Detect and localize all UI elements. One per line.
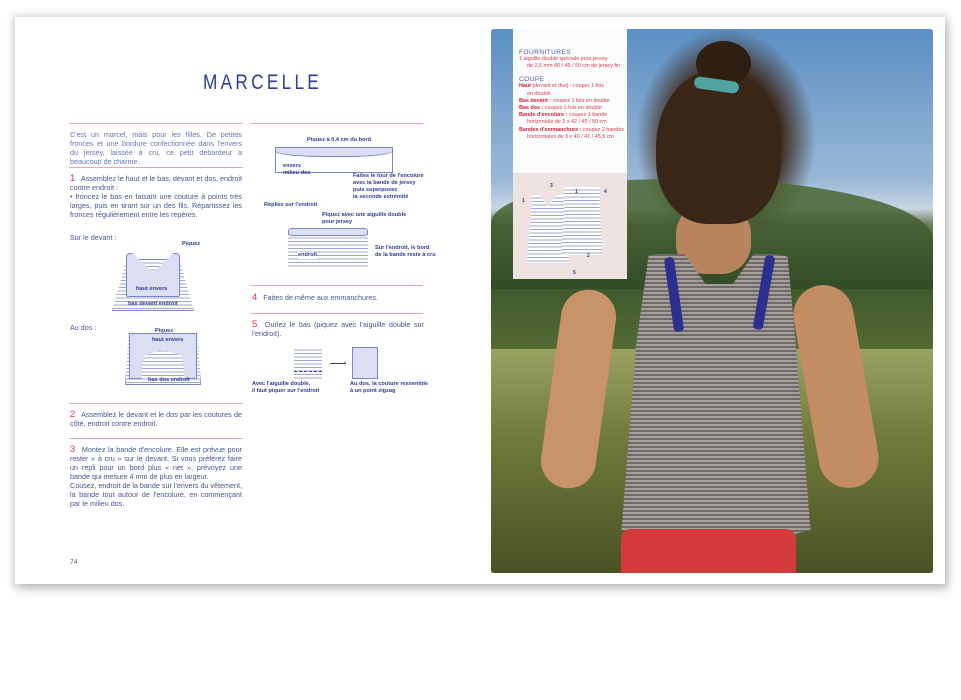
divider <box>69 403 243 404</box>
back-diagram: Piquez haut envers bas dos endroit <box>125 329 205 389</box>
step-1: 1 Assemblez le haut et le bas, devant et dos, endroit contre endroit : • froncez le bas en faisant une couture à points très larges, puis en tirant sur un des fils. Répartissez les fronces régulièrement entre les repères. <box>70 173 242 219</box>
cut-heading: COUPE <box>519 76 545 84</box>
striped-tank-top <box>611 254 821 554</box>
photo-girl-tank-top <box>491 29 933 573</box>
cut-item: Bas dos : coupez 1 fois en double <box>519 105 602 112</box>
step-5: 5 Ourlez le bas (piquez avec l'aiguille double sur l'endroit). <box>252 319 424 338</box>
neckband-diagram: Piquez à 0,4 cm du bord envers milieu dos Faites le tour de l'encolure avec la bande de jersey puis superposez la seconde extrémité <box>265 135 435 207</box>
step-1-bullet: • froncez le bas en faisant une couture à points très larges, puis en tirant sur un des fils. Répartissez les fronces régulièrement entre les repères. <box>70 192 242 219</box>
intro-text: C'est un marcel, mais pour les filles. De petites fronces et une bordure confectionnée dans l'envers du jersey, laissée à cru, ce petit débardeur a beaucoup de charme. <box>70 130 242 166</box>
divider <box>251 313 423 314</box>
front-diagram: Piquez haut envers bas devant endroit <box>110 245 205 315</box>
step-4: 4 Faites de même aux emmanchures. <box>252 292 378 303</box>
left-page <box>15 17 480 584</box>
fold-diagram: Repliez sur l'endroit Piquez avec une aiguille double pour jersey endroit Sur l'endroit, le bord de la bande reste à cru <box>260 202 440 272</box>
tank-top-sketch: 1 3 1 4 2 5 <box>513 173 627 279</box>
divider <box>251 123 423 124</box>
cut-item: Bande d'encolure : coupez 1 bande horizontale de 3 x 42 / 45 / 50 cm <box>519 112 608 126</box>
supplies-box: FOURNITURES 1 aiguille double spéciale pour jersey de 2,5 mm 40 / 45 / 50 cm de jersey fin COUPE Haut (devant et dos) : couper 1 fois en double Bas devant : coupez 1 fois en double Bas dos : coupez 1 fois en double Bande d'encolure : coupez 1 bande horizontale de 3 x 42 / 45 / 50 cm Bandes d'emmanchure : coupez 2 bandes horizontales de 3 x 40 / 41 / 45,5 cm 1 3 1 4 2 5 <box>513 29 627 279</box>
page-number: 74 <box>70 559 78 566</box>
divider <box>69 123 243 124</box>
divider <box>251 285 423 286</box>
supplies-heading: FOURNITURES <box>519 49 572 56</box>
page-title: MARCELLE <box>203 71 323 94</box>
step-number: 1 <box>70 173 76 184</box>
step-3: 3 Montez la bande d'encolure. Elle est prévue pour rester « à cru » sur le devant. Si vous préférez faire un repli pour un bord plus « net », prévoyez une bande qui mesure 4 mm de plus en largeur. Cousez, endroit de la bande sur l'envers du vêtement, la bande tout autour de l'encolure, en commençant par le milieu dos. <box>70 444 242 508</box>
cut-item: Bas devant : coupez 1 fois en double <box>519 97 610 104</box>
cut-item: Haut (devant et dos) : couper 1 fois en double <box>519 83 604 97</box>
hem-diagram: › Avec l'aiguille double, il faut piquer sur l'endroit Au dos, la couture ressemble à un point zigzag <box>252 345 432 395</box>
front-label: Sur le devant : <box>70 233 117 242</box>
divider <box>69 167 243 168</box>
step-2: 2 Assemblez le devant et le dos par les coutures de côté, endroit contre endroit. <box>70 409 242 428</box>
cut-item: Bandes d'emmanchure : coupez 2 bandes horizontales de 3 x 40 / 41 / 45,5 cm <box>519 126 624 140</box>
divider <box>69 438 243 439</box>
book-spread <box>15 17 945 584</box>
back-label: Au dos : <box>70 323 97 332</box>
